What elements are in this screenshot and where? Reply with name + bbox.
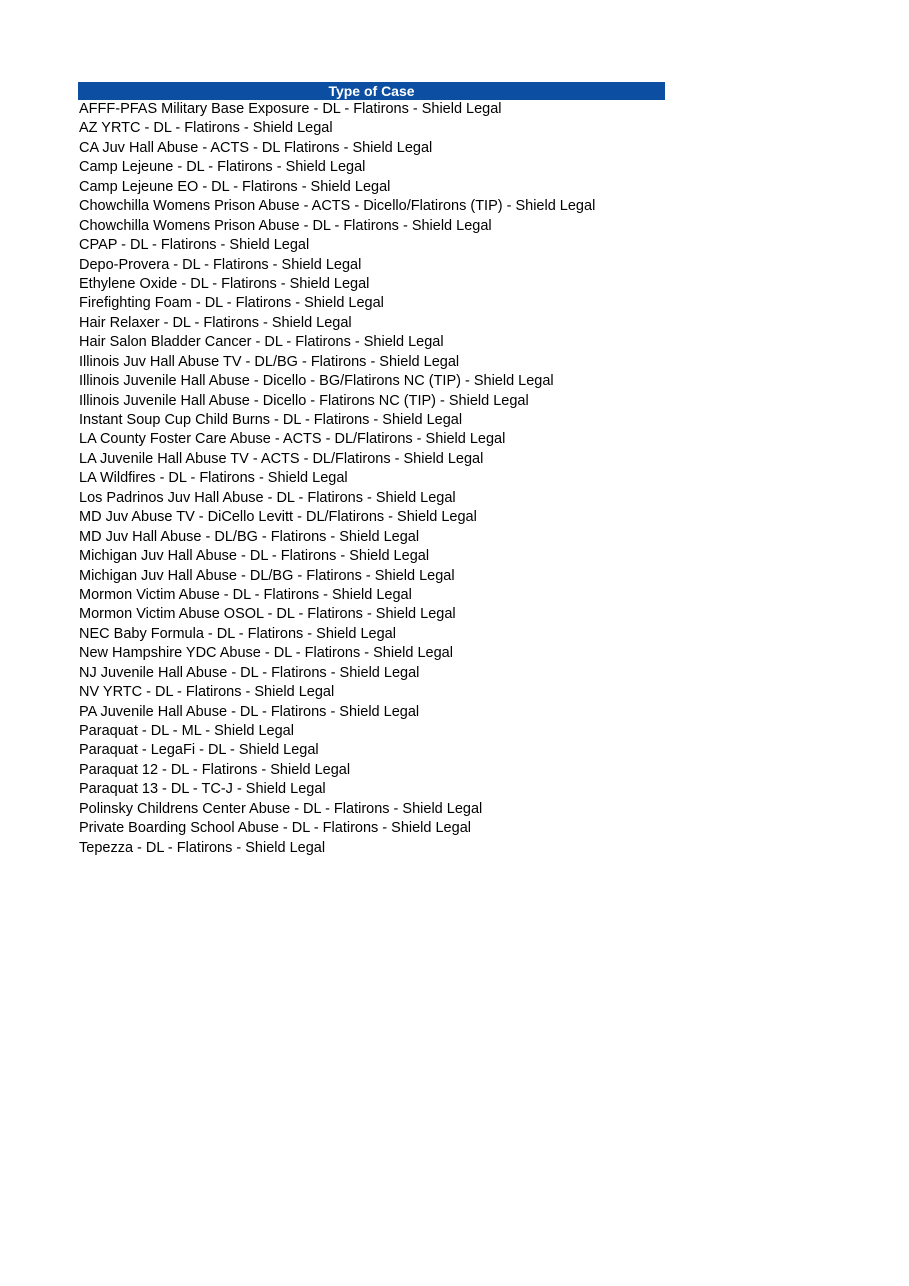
case-type-row: Firefighting Foam - DL - Flatirons - Shield Legal — [79, 295, 384, 312]
case-type-row: Camp Lejeune - DL - Flatirons - Shield Legal — [79, 159, 366, 176]
case-type-row: New Hampshire YDC Abuse - DL - Flatirons - Shield Legal — [79, 645, 453, 662]
case-type-row: Paraquat - LegaFi - DL - Shield Legal — [79, 742, 319, 759]
case-type-row: MD Juv Hall Abuse - DL/BG - Flatirons - Shield Legal — [79, 528, 420, 545]
case-type-row: Paraquat - DL - ML - Shield Legal — [79, 723, 294, 739]
case-type-row: Michigan Juv Hall Abuse - DL/BG - Flatirons - Shield Legal — [79, 567, 455, 584]
case-type-row: Mormon Victim Abuse - DL - Flatirons - Shield Legal — [79, 586, 412, 603]
case-type-row: Mormon Victim Abuse OSOL - DL - Flatirons - Shield Legal — [79, 606, 456, 623]
case-type-row: Camp Lejeune EO - DL - Flatirons - Shield Legal — [79, 178, 391, 195]
case-type-row: Illinois Juvenile Hall Abuse - Dicello - BG/Flatirons NC (TIP) - Shield Legal — [79, 373, 554, 390]
case-type-row: LA Wildfires - DL - Flatirons - Shield Legal — [79, 470, 348, 487]
case-type-row: Instant Soup Cup Child Burns - DL - Flatirons - Shield Legal — [79, 412, 463, 428]
case-type-row: AFFF-PFAS Military Base Exposure - DL - Flatirons - Shield Legal — [79, 101, 502, 117]
case-type-row: Illinois Juvenile Hall Abuse - Dicello - Flatirons NC (TIP) - Shield Legal — [79, 392, 529, 409]
case-type-row: NEC Baby Formula - DL - Flatirons - Shield Legal — [79, 625, 396, 642]
case-type-row: Los Padrinos Juv Hall Abuse - DL - Flatirons - Shield Legal — [79, 489, 456, 506]
case-type-row: AZ YRTC - DL - Flatirons - Shield Legal — [79, 120, 333, 137]
case-type-row: Ethylene Oxide - DL - Flatirons - Shield Legal — [79, 275, 370, 292]
case-type-row: NJ Juvenile Hall Abuse - DL - Flatirons - Shield Legal — [79, 664, 420, 681]
case-type-row: Private Boarding School Abuse - DL - Flatirons - Shield Legal — [79, 820, 471, 837]
case-type-row: MD Juv Abuse TV - DiCello Levitt - DL/Flatirons - Shield Legal — [79, 509, 477, 526]
case-type-row: Paraquat 13 - DL - TC-J - Shield Legal — [79, 781, 326, 798]
case-type-row: Polinsky Childrens Center Abuse - DL - Flatirons - Shield Legal — [79, 800, 483, 817]
case-type-row: Chowchilla Womens Prison Abuse - DL - Flatirons - Shield Legal — [79, 217, 492, 234]
column-header-type-of-case: Type of Case — [78, 82, 665, 100]
case-type-row: LA Juvenile Hall Abuse TV - ACTS - DL/Flatirons - Shield Legal — [79, 450, 484, 467]
case-type-row: CA Juv Hall Abuse - ACTS - DL Flatirons - Shield Legal — [79, 139, 433, 156]
case-type-table — [78, 82, 665, 858]
case-type-row: Paraquat 12 - DL - Flatirons - Shield Legal — [79, 761, 351, 778]
case-type-row: CPAP - DL - Flatirons - Shield Legal — [79, 237, 310, 254]
case-type-row: Tepezza - DL - Flatirons - Shield Legal — [79, 839, 326, 856]
case-type-row: NV YRTC - DL - Flatirons - Shield Legal — [79, 684, 335, 701]
case-type-row: Michigan Juv Hall Abuse - DL - Flatirons - Shield Legal — [79, 548, 430, 565]
case-type-row: LA County Foster Care Abuse - ACTS - DL/Flatirons - Shield Legal — [79, 431, 506, 448]
case-type-list — [78, 100, 665, 858]
case-type-row: Chowchilla Womens Prison Abuse - ACTS - Dicello/Flatirons (TIP) - Shield Legal — [79, 198, 596, 215]
case-type-row: PA Juvenile Hall Abuse - DL - Flatirons - Shield Legal — [79, 703, 420, 720]
case-type-row: Hair Relaxer - DL - Flatirons - Shield Legal — [79, 314, 352, 331]
case-type-row: Illinois Juv Hall Abuse TV - DL/BG - Flatirons - Shield Legal — [79, 353, 460, 370]
case-type-row: Hair Salon Bladder Cancer - DL - Flatirons - Shield Legal — [79, 334, 444, 351]
case-type-row: Depo-Provera - DL - Flatirons - Shield Legal — [79, 256, 362, 273]
